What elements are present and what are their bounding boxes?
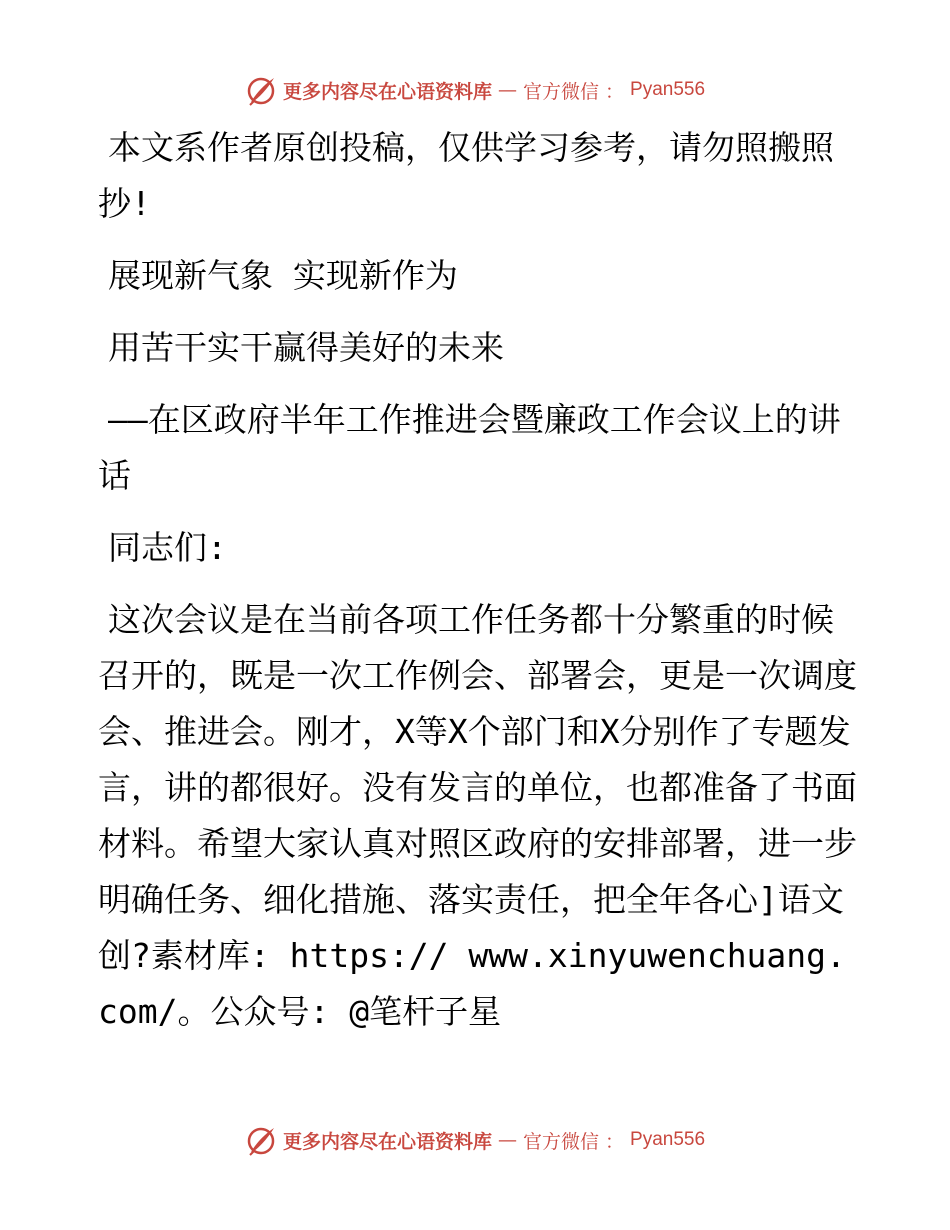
doc-subtitle: ——在区政府半年工作推进会暨廉政工作会议上的讲话 [98,400,841,495]
watermark-main-text: 更多内容尽在心语资料库 [282,1130,492,1153]
watermark-official-label: 官方微信 [522,80,599,103]
salutation: 同志们: [108,528,227,567]
watermark-main-text: 更多内容尽在心语资料库 [282,80,492,103]
watermark-colon: ： [605,1130,625,1153]
watermark-dash: — [497,1129,517,1151]
footer-watermark [0,1120,950,1160]
feather-pen-icon [245,1124,277,1156]
watermark-colon: ： [605,80,625,103]
watermark-dash: — [497,79,517,101]
watermark-wechat-id: Pyan556 [630,79,706,100]
feather-pen-icon [245,74,277,106]
copyright-notice: 本文系作者原创投稿，仅供学习参考，请勿照搬照抄! [98,128,834,223]
watermark-official-label: 官方微信 [522,1130,599,1153]
body-paragraph: 这次会议是在当前各项工作任务都十分繁重的时候召开的，既是一次工作例会、部署会，更是一次调度会、推进会。刚才，X等X个部门和X分别作了专题发言，讲的都很好。没有发言的单位，也都准备了书面材料。希望大家认真对照区政府的安排部署，进一步明确任务、细化措施、落实责任，把全年各心]语文创?素材库: https:// www.xinyuwenchuang.com/。公众号: @笔杆子星 [98,600,857,1031]
doc-title-line-1: 展现新气象 实现新作为 [108,256,458,295]
document-body [98,120,858,1040]
header-watermark [0,70,950,110]
watermark-wechat-id: Pyan556 [630,1129,706,1150]
doc-title-line-2: 用苦干实干赢得美好的未来 [108,328,504,367]
